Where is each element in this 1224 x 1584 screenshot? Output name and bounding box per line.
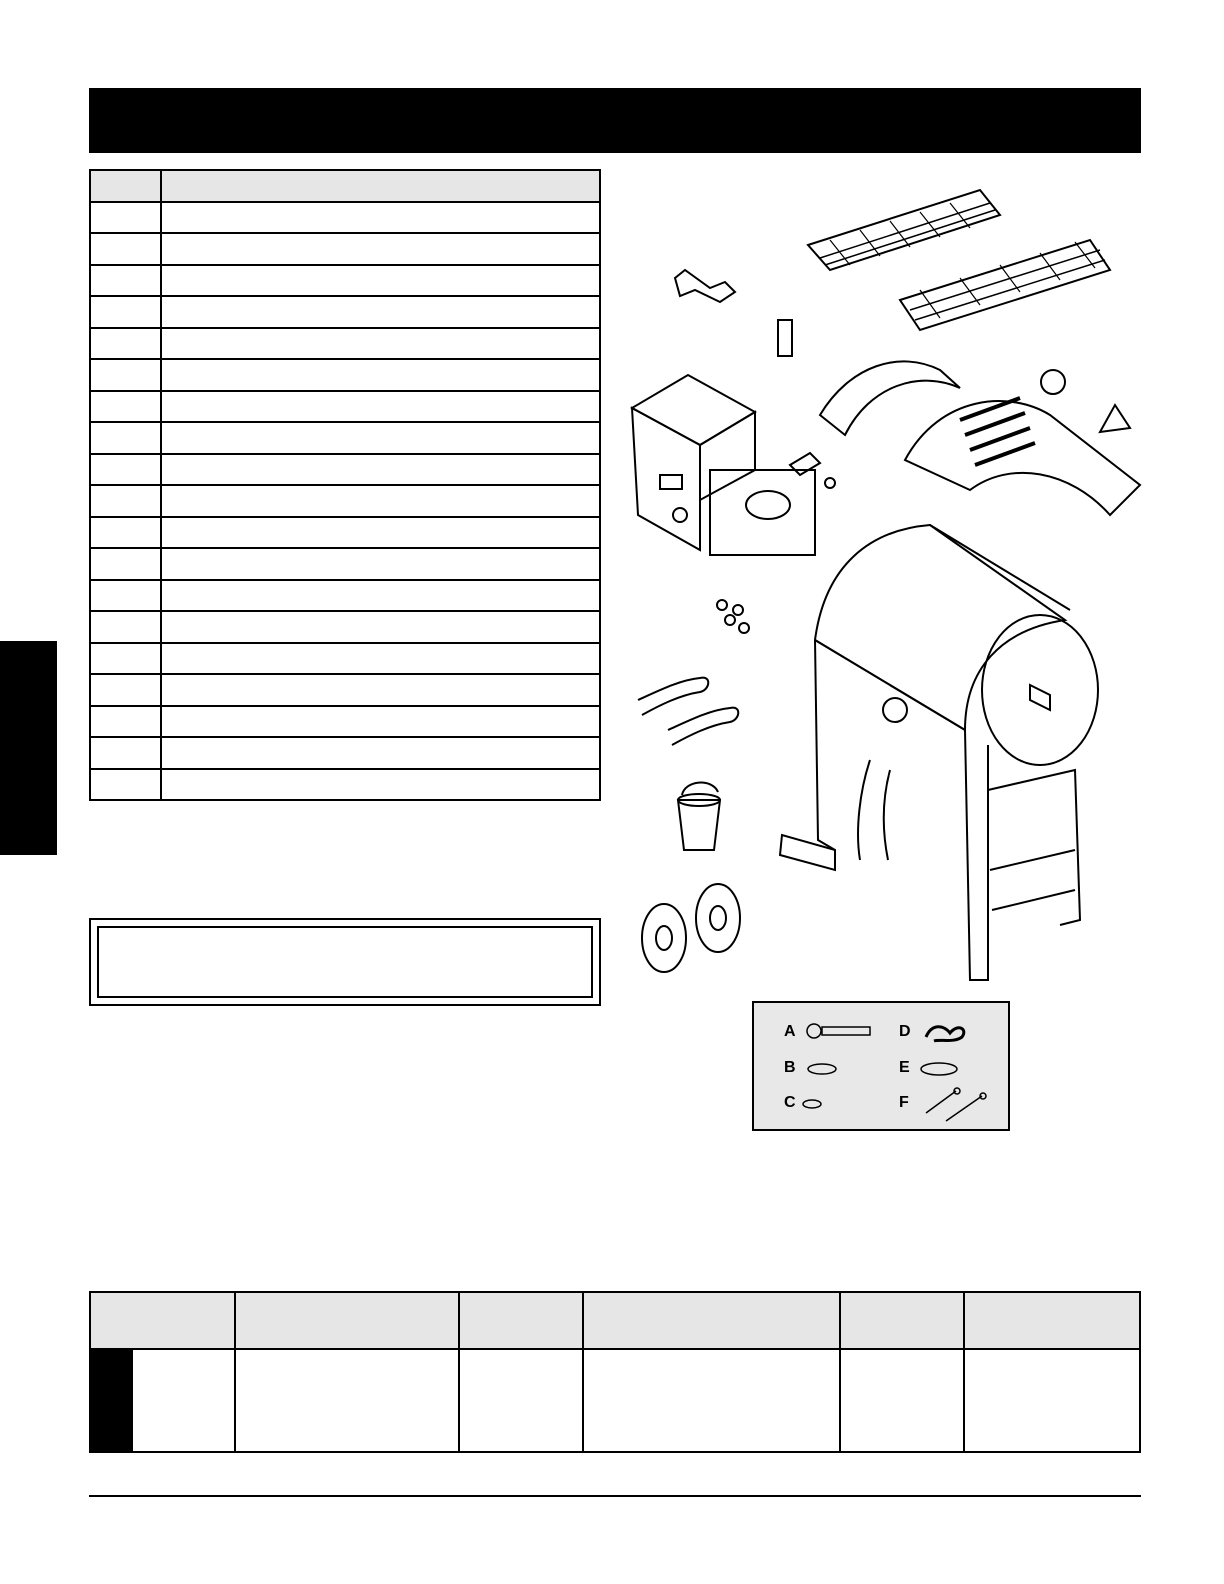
- parts-table-row: [90, 580, 600, 612]
- parts-table-row: [90, 359, 600, 391]
- section-side-tab: [0, 641, 57, 855]
- bracket-icon: [675, 270, 735, 302]
- hardware-label-b: B: [784, 1059, 796, 1076]
- specs-header-4: [583, 1292, 840, 1349]
- latch-icon: [778, 320, 792, 356]
- hook-pin-icon: [926, 1027, 964, 1041]
- note-box-inner: [97, 926, 593, 998]
- parts-number-cell: [90, 580, 161, 612]
- note-box: [89, 918, 601, 1006]
- parts-table-row: [90, 485, 600, 517]
- parts-description-cell: [161, 643, 600, 675]
- parts-table-row: [90, 769, 600, 801]
- clip-icon: [1100, 405, 1130, 432]
- parts-number-cell: [90, 422, 161, 454]
- parts-table-row: [90, 517, 600, 549]
- parts-number-cell: [90, 485, 161, 517]
- parts-table-row: [90, 328, 600, 360]
- parts-number-cell: [90, 265, 161, 297]
- specs-cell-1: [90, 1349, 235, 1452]
- specs-table-row: [90, 1349, 1140, 1452]
- parts-description-cell: [161, 548, 600, 580]
- parts-table-row: [90, 454, 600, 486]
- parts-number-cell: [90, 706, 161, 738]
- parts-table-row: [90, 548, 600, 580]
- parts-description-cell: [161, 202, 600, 234]
- parts-description-cell: [161, 454, 600, 486]
- specs-header-3: [459, 1292, 583, 1349]
- parts-table-header: [90, 170, 600, 202]
- parts-description-cell: [161, 517, 600, 549]
- parts-description-cell: [161, 706, 600, 738]
- parts-table-row: [90, 737, 600, 769]
- hardware-icons: [754, 1003, 1008, 1129]
- parts-number-cell: [90, 296, 161, 328]
- exploded-grill-diagram: [620, 170, 1160, 1000]
- parts-number-cell: [90, 359, 161, 391]
- parts-description-cell: [161, 769, 600, 801]
- parts-description-cell: [161, 422, 600, 454]
- header-bar: [89, 88, 1141, 153]
- parts-table-row: [90, 202, 600, 234]
- parts-header-number: [90, 170, 161, 202]
- specs-header-2: [235, 1292, 459, 1349]
- parts-number-cell: [90, 454, 161, 486]
- footer-rule: [89, 1495, 1141, 1497]
- parts-description-cell: [161, 737, 600, 769]
- specs-header-6: [964, 1292, 1140, 1349]
- parts-list-table: [89, 169, 601, 801]
- hardware-label-f: F: [899, 1094, 909, 1111]
- specs-cell-6: [964, 1349, 1140, 1452]
- large-washer-icon: [921, 1063, 957, 1075]
- parts-description-cell: [161, 391, 600, 423]
- grill-grate-icon: [808, 190, 1110, 330]
- parts-description-cell: [161, 580, 600, 612]
- parts-number-cell: [90, 769, 161, 801]
- parts-number-cell: [90, 517, 161, 549]
- parts-description-cell: [161, 359, 600, 391]
- parts-description-cell: [161, 265, 600, 297]
- parts-number-cell: [90, 611, 161, 643]
- parts-table-row: [90, 265, 600, 297]
- parts-description-cell: [161, 611, 600, 643]
- parts-description-cell: [161, 485, 600, 517]
- hardware-label-e: E: [899, 1059, 910, 1076]
- specs-cell-3: [459, 1349, 583, 1452]
- parts-table-row: [90, 706, 600, 738]
- hardware-label-a: A: [784, 1023, 796, 1040]
- parts-header-description: [161, 170, 600, 202]
- specs-header-5: [840, 1292, 964, 1349]
- parts-number-cell: [90, 737, 161, 769]
- specs-cell-5: [840, 1349, 964, 1452]
- parts-description-cell: [161, 296, 600, 328]
- handle-icon: [638, 678, 708, 715]
- hopper-icon: [632, 375, 815, 555]
- parts-description-cell: [161, 328, 600, 360]
- parts-number-cell: [90, 674, 161, 706]
- specs-table-header: [90, 1292, 1140, 1349]
- lid-panel-left-icon: [820, 361, 960, 435]
- parts-description-cell: [161, 233, 600, 265]
- parts-table-row: [90, 391, 600, 423]
- parts-table-row: [90, 674, 600, 706]
- specs-header-1: [90, 1292, 235, 1349]
- grease-bucket-icon: [678, 783, 720, 850]
- parts-table-row: [90, 233, 600, 265]
- parts-table-row: [90, 643, 600, 675]
- washer-icon: [808, 1064, 836, 1074]
- specs-cell-2: [235, 1349, 459, 1452]
- parts-table-row: [90, 296, 600, 328]
- parts-number-cell: [90, 548, 161, 580]
- parts-description-cell: [161, 674, 600, 706]
- parts-table-row: [90, 611, 600, 643]
- hardware-label-d: D: [899, 1023, 911, 1040]
- axle-pin-icon: [926, 1088, 986, 1121]
- row-marker: [91, 1350, 133, 1451]
- specs-table: [89, 1291, 1141, 1453]
- parts-number-cell: [90, 202, 161, 234]
- parts-number-cell: [90, 233, 161, 265]
- hardware-legend: [752, 1001, 1010, 1131]
- parts-number-cell: [90, 391, 161, 423]
- grill-body-icon: [780, 525, 1098, 980]
- bolt-icon: [807, 1024, 870, 1038]
- lid-panel-right-icon: [905, 401, 1140, 515]
- knob-icon: [825, 478, 835, 488]
- wheels-icon: [642, 884, 740, 972]
- specs-cell-4: [583, 1349, 840, 1452]
- washers-icon: [717, 600, 749, 633]
- parts-table-row: [90, 422, 600, 454]
- lock-washer-icon: [803, 1100, 821, 1108]
- handle-icon-2: [668, 708, 738, 745]
- thermometer-icon: [1041, 370, 1065, 394]
- parts-number-cell: [90, 328, 161, 360]
- parts-number-cell: [90, 643, 161, 675]
- hardware-label-c: C: [784, 1094, 796, 1111]
